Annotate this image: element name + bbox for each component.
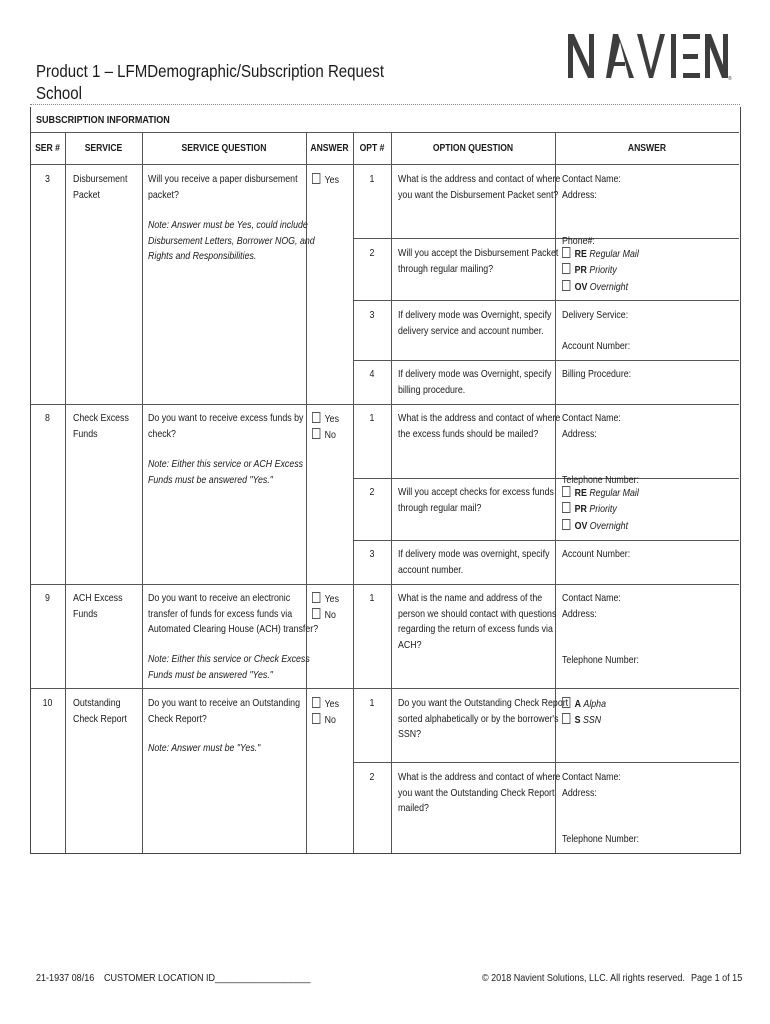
checkbox-icon (562, 697, 570, 708)
copyright: © 2018 Navient Solutions, LLC. All rights reserved. (482, 972, 685, 984)
title-line-1: Product 1 – LFMDemographic/Subscription Request (36, 61, 385, 81)
checkbox-icon (312, 412, 320, 423)
title-line-2: School (36, 83, 83, 103)
row-note: Note: Answer must be Yes, could include Disbursement Letters, Borrower NOG, and Rights and Responsibilities. (148, 219, 315, 262)
section-title: SUBSCRIPTION INFORMATION (36, 114, 170, 126)
row-service: Outstanding Check Report (73, 697, 127, 725)
checkbox-icon (562, 502, 570, 513)
option-number: 1 (369, 697, 375, 709)
choice-checkbox[interactable]: A Alpha (562, 696, 606, 712)
option-number: 1 (369, 173, 375, 185)
checkbox-icon (562, 280, 570, 291)
option-divider (353, 478, 739, 479)
page-title (36, 60, 384, 104)
row-service-question: Do you want to receive excess funds by check? (148, 412, 304, 440)
row-divider (30, 404, 739, 405)
choice-checkbox[interactable]: OV Overnight (562, 518, 628, 534)
page-number: Page 1 of 15 (691, 972, 743, 984)
col-header-service: SERVICE (84, 143, 123, 154)
row-note: Note: Answer must be "Yes." (148, 742, 261, 754)
col-header-service-question: SERVICE QUESTION (181, 143, 267, 154)
option-question: What is the address and contact of where you want the Disbursement Packet sent? (398, 173, 561, 201)
checkbox-icon (562, 263, 570, 274)
row-ser: 9 (45, 592, 50, 604)
row-divider (30, 688, 739, 689)
navient-logo (565, 28, 735, 84)
option-question: What is the address and contact of where you want the Outstanding Check Report mailed? (398, 771, 561, 814)
checkbox-icon (312, 173, 320, 184)
row-note: Note: Either this service or Check Excess Funds must be answered "Yes." (148, 653, 310, 681)
header-divider (30, 104, 740, 105)
table-top-rule (30, 132, 739, 133)
form-id: 21-1937 08/16 (36, 972, 95, 984)
option-answer-field[interactable]: Contact Name: Address: Telephone Number: (562, 771, 639, 845)
option-number: 2 (369, 771, 375, 783)
option-question: Will you accept the Disbursement Packet through regular mailing? (398, 247, 559, 275)
row-service: Check Excess Funds (73, 412, 129, 440)
option-number: 1 (369, 592, 375, 604)
row-service-question: Do you want to receive an Outstanding Check Report? (148, 697, 301, 725)
col-header-option-question: OPTION QUESTION (432, 143, 514, 154)
option-answer-field[interactable]: Account Number: (562, 548, 631, 560)
checkbox-icon (562, 519, 570, 530)
col-divider (65, 132, 66, 853)
option-number: 2 (369, 486, 375, 498)
row-ser: 10 (42, 697, 53, 709)
yes-checkbox[interactable]: Yes (312, 172, 339, 188)
header-bottom-rule (30, 164, 739, 165)
row-service-question: Will you receive a paper disbursement packet? (148, 173, 298, 201)
option-divider (353, 300, 739, 301)
row-note: Note: Either this service or ACH Excess Funds must be answered "Yes." (148, 458, 304, 486)
checkbox-icon (562, 247, 570, 258)
choice-checkbox[interactable]: OV Overnight (562, 279, 628, 295)
col-divider (353, 132, 354, 853)
no-checkbox[interactable]: No (312, 712, 336, 728)
row-service-question: Do you want to receive an electronic transfer of funds for excess funds via Automated Clearing House (ACH) transfer? (148, 592, 319, 635)
option-number: 1 (369, 412, 375, 424)
option-answer-field[interactable]: Contact Name: Address: Telephone Number: (562, 412, 639, 486)
col-header-answer: ANSWER (310, 143, 349, 154)
yes-checkbox[interactable]: Yes (312, 411, 339, 427)
option-divider (353, 540, 739, 541)
choice-checkbox[interactable]: RE Regular Mail (562, 246, 639, 262)
option-answer-field[interactable]: Contact Name: Address: Telephone Number: (562, 592, 639, 666)
checkbox-icon (312, 608, 320, 619)
option-number: 2 (369, 247, 375, 259)
option-question: What is the address and contact of where the excess funds should be mailed? (398, 412, 561, 440)
option-answer-field[interactable]: Contact Name: Address: Phone#: (562, 173, 621, 247)
row-ser: 3 (45, 173, 50, 185)
col-header-ser: SER # (35, 143, 60, 154)
option-question: Will you accept checks for excess funds through regular mail? (398, 486, 554, 514)
option-divider (353, 360, 739, 361)
col-divider (391, 132, 392, 853)
option-divider (353, 238, 739, 239)
no-checkbox[interactable]: No (312, 607, 336, 623)
option-question: If delivery mode was Overnight, specify billing procedure. (398, 368, 552, 396)
yes-checkbox[interactable]: Yes (312, 696, 339, 712)
option-question: What is the name and address of the person we should contact with questions regarding the return of excess funds via ACH? (398, 592, 557, 651)
checkbox-icon (312, 713, 320, 724)
svg-text:®: ® (728, 76, 732, 82)
col-divider (555, 132, 556, 853)
row-divider (30, 584, 739, 585)
checkbox-icon (312, 428, 320, 439)
choice-checkbox[interactable]: PR Priority (562, 501, 617, 517)
row-ser: 8 (45, 412, 50, 424)
row-service: Disbursement Packet (73, 173, 128, 201)
row-service: ACH Excess Funds (73, 592, 123, 620)
option-number: 3 (369, 309, 375, 321)
choice-checkbox[interactable]: PR Priority (562, 262, 617, 278)
option-question: If delivery mode was Overnight, specify delivery service and account number. (398, 309, 552, 337)
option-answer-field[interactable]: Billing Procedure: (562, 368, 632, 380)
checkbox-icon (562, 486, 570, 497)
no-checkbox[interactable]: No (312, 427, 336, 443)
col-header-answer-2: ANSWER (627, 143, 667, 154)
choice-checkbox[interactable]: S SSN (562, 712, 601, 728)
checkbox-icon (312, 697, 320, 708)
yes-checkbox[interactable]: Yes (312, 591, 339, 607)
choice-checkbox[interactable]: RE Regular Mail (562, 485, 639, 501)
col-header-opt: OPT # (359, 143, 385, 154)
option-number: 4 (369, 368, 375, 380)
option-divider (353, 762, 739, 763)
checkbox-icon (312, 592, 320, 603)
option-answer-field[interactable]: Delivery Service: Account Number: (562, 309, 631, 352)
checkbox-icon (562, 713, 570, 724)
option-number: 3 (369, 548, 375, 560)
col-divider (142, 132, 143, 853)
option-question: Do you want the Outstanding Check Report sorted alphabetically or by the borrower's SSN? (398, 697, 569, 740)
customer-location-id-field[interactable]: CUSTOMER LOCATION ID___________________ (104, 972, 311, 984)
option-question: If delivery mode was overnight, specify account number. (398, 548, 550, 576)
